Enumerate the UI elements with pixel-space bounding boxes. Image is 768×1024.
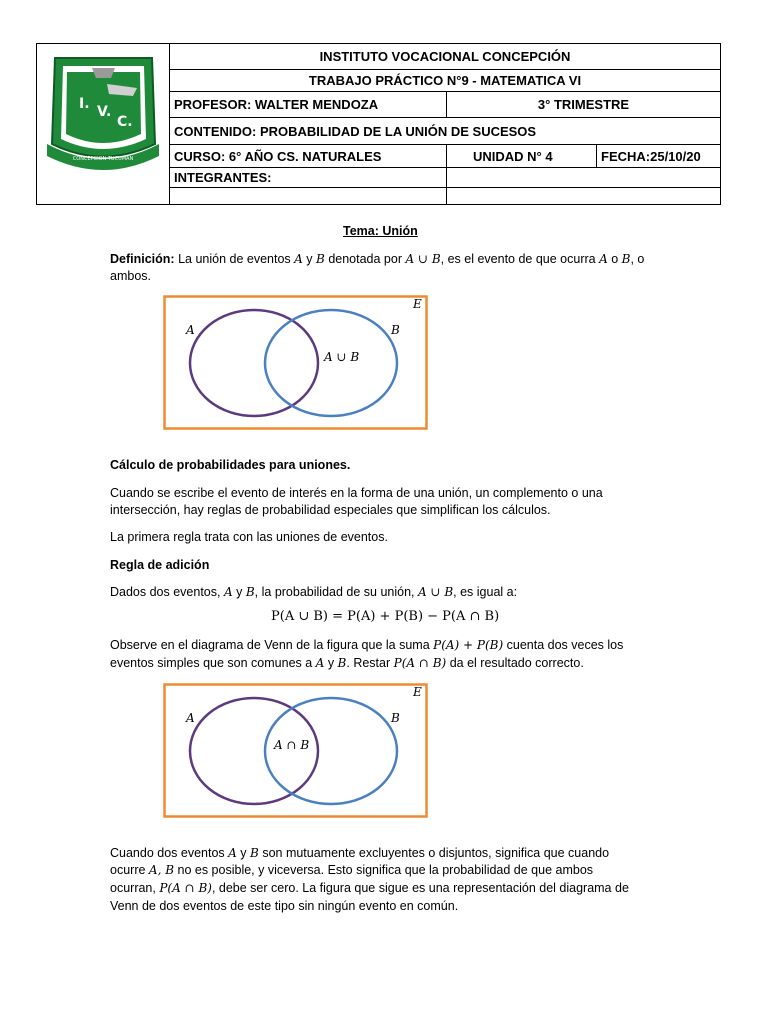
fin-pinter: P(A ∩ B) xyxy=(159,881,212,895)
header-row-members xyxy=(170,168,720,188)
rule-t2: , la probabilidad de su unión, xyxy=(254,585,418,599)
header-row-professor xyxy=(170,92,720,118)
final-line2 xyxy=(110,861,593,879)
logo-caption: CONCEPCION TUCUMAN xyxy=(72,156,134,162)
label-a: A xyxy=(186,711,195,725)
rule-union: A ∪ B xyxy=(417,585,454,599)
def-a: A xyxy=(294,252,303,266)
header-row-title xyxy=(170,70,720,92)
logo-letter-i: I. xyxy=(79,96,90,112)
obs-sum: P(A) + P(B) xyxy=(433,638,504,652)
topic-title: Tema: Unión xyxy=(343,224,418,238)
school-logo xyxy=(37,44,170,204)
definition-line-1 xyxy=(110,250,644,268)
content-topic: CONTENIDO: PROBABILIDAD DE LA UNIÓN DE SUCESOS xyxy=(174,123,537,139)
label-e: E xyxy=(413,685,422,699)
blank-cell-right xyxy=(446,188,720,204)
professor: PROFESOR: WALTER MENDOZA xyxy=(174,97,379,112)
fin-t6: , debe ser cero. La figura que sigue es una representación del diagrama de xyxy=(211,881,629,895)
definition-line-2: ambos. xyxy=(110,269,151,283)
work-title: TRABAJO PRÁCTICO N°9 - MATEMATICA VI xyxy=(308,73,582,88)
fin-b: B xyxy=(250,846,259,860)
def-a-2: A xyxy=(599,252,608,266)
para2: La primera regla trata con las uniones de eventos. xyxy=(110,530,388,544)
observe-line2 xyxy=(110,654,584,672)
def-union: A ∪ B xyxy=(405,252,441,266)
rule-title: Regla de adición xyxy=(110,558,210,572)
venn-diagram-union xyxy=(163,295,429,431)
def-text-3: , es el evento de que ocurra xyxy=(440,252,600,266)
fin-t4: no es posible, y viceversa. Esto significa que la probabilidad de que ambos xyxy=(174,863,594,877)
members-empty-cell xyxy=(446,168,720,187)
header-row-content xyxy=(170,118,720,145)
def-o: o xyxy=(607,252,622,266)
obs-t5: da el resultado correcto. xyxy=(446,656,584,670)
label-b: B xyxy=(391,323,400,337)
trimester: 3° TRIMESTRE xyxy=(446,92,720,117)
def-y: y xyxy=(302,252,317,266)
fin-t3: ocurre xyxy=(110,863,149,877)
rule-t3: , es igual a: xyxy=(453,585,518,599)
header-table xyxy=(36,43,721,205)
blank-cell-left xyxy=(170,188,446,204)
logo-cell xyxy=(37,44,170,204)
header-row-institute xyxy=(170,44,720,70)
obs-inter: P(A ∩ B) xyxy=(393,656,447,670)
venn-diagram-intersection xyxy=(163,683,429,819)
unit: UNIDAD N° 4 xyxy=(446,145,596,167)
label-a: A xyxy=(186,323,195,337)
addition-formula: P(A ∪ B) = P(A) + P(B) − P(A ∩ B) xyxy=(271,609,500,624)
obs-t4: . Restar xyxy=(346,656,394,670)
label-e: E xyxy=(413,297,422,311)
final-line1 xyxy=(110,844,609,862)
label-intersection: A ∩ B xyxy=(274,738,310,752)
fin-ab: A, B xyxy=(148,863,175,877)
def-b-2: B xyxy=(621,252,631,266)
fin-a: A xyxy=(228,846,237,860)
def-b: B xyxy=(316,252,325,266)
final-line3 xyxy=(110,879,629,897)
def-text-2: denotada por xyxy=(324,252,406,266)
circle-a xyxy=(190,310,318,416)
final-line4: Venn de dos eventos de este tipo sin ningún evento en común. xyxy=(110,899,459,913)
fin-t5: ocurran, xyxy=(110,881,160,895)
rule-b: B xyxy=(245,585,255,599)
def-text-1: La unión de eventos xyxy=(174,252,295,266)
institute-name: INSTITUTO VOCACIONAL CONCEPCIÓN xyxy=(319,49,571,64)
logo-letter-c: C. xyxy=(117,114,133,130)
obs-y: y xyxy=(324,656,338,670)
rule-t1: Dados dos eventos, xyxy=(110,585,224,599)
def-text-4: , o xyxy=(630,252,645,266)
fin-y: y xyxy=(236,846,251,860)
course: CURSO: 6° AÑO CS. NATURALES xyxy=(174,148,382,164)
definition-label: Definición: xyxy=(110,252,175,266)
rule-y: y xyxy=(232,585,246,599)
label-b: B xyxy=(391,711,400,725)
para1-line2: intersección, hay reglas de probabilidad especiales que simplifican los cálculos. xyxy=(110,503,551,517)
rule-a: A xyxy=(223,585,233,599)
fin-t2: son mutuamente excluyentes o disjuntos, significa que cuando xyxy=(258,846,610,860)
para1-line1: Cuando se escribe el evento de interés en la forma de una unión, un complemento o una xyxy=(110,486,603,500)
header-row-course xyxy=(170,145,720,168)
obs-t3: eventos simples que son comunes a xyxy=(110,656,316,670)
logo-letter-v: V. xyxy=(97,104,112,120)
label-union: A ∪ B xyxy=(324,350,360,364)
obs-b: B xyxy=(337,656,347,670)
section-title: Cálculo de probabilidades para uniones. xyxy=(110,458,351,472)
members-label: INTEGRANTES: xyxy=(174,170,272,185)
date: FECHA:25/10/20 xyxy=(596,145,720,167)
obs-t2: cuenta dos veces los xyxy=(503,638,624,652)
obs-a: A xyxy=(315,656,325,670)
observe-line1 xyxy=(110,636,623,654)
obs-t1: Observe en el diagrama de Venn de la figura que la suma xyxy=(110,638,434,652)
header-row-blank xyxy=(170,188,720,204)
rule-text xyxy=(110,583,517,601)
fin-t1: Cuando dos eventos xyxy=(110,846,229,860)
